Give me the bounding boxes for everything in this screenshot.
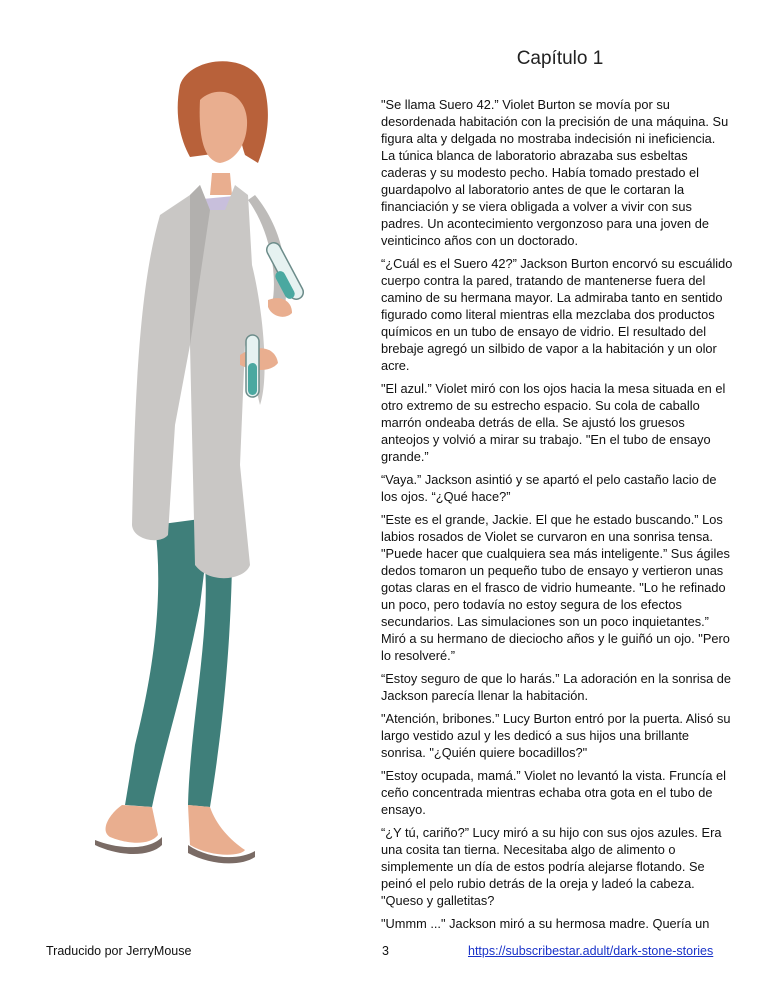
footer-link[interactable]: https://subscribestar.adult/dark-stone-stories (468, 944, 714, 958)
paragraph: “Vaya.” Jackson asintió y se apartó el pelo castaño lacio de los ojos. “¿Qué hace?” (381, 472, 717, 504)
page-number: 3 (382, 944, 389, 958)
face (200, 92, 247, 195)
paragraph: "Se llama Suero 42.” Violet Burton se movía por su desordenada habitación con la precisión de una máquina. Su figura alta y delgada no mostraba indecisión ni ineficiencia. La túnica blanca de laboratorio abrazaba sus esbeltas caderas y su modesto pecho. Había tomado prestado el guardapolvo al laboratorio antes de que le cortaran la financiación y se viera obligada a volver a vivir con sus padres. Un acontecimiento vergonzoso para una joven de veinticinco años con un doctorado. (381, 97, 729, 248)
paragraph: “¿Y tú, cariño?” Lucy miró a su hijo con sus ojos azules. Era una cosita tan tierna. Necesitaba algo de alimento o simplemente un día de estos podría alejarse flotando. Se peinó el pelo rubio detrás de la oreja y ladeó la cabeza. "Queso y galletitas? (381, 825, 722, 908)
feet (95, 805, 255, 863)
chapter-title: Capítulo 1 (516, 48, 604, 69)
lab-coat (132, 185, 265, 578)
test-tube-icon (264, 240, 305, 301)
woman-scientist-illustration (40, 45, 370, 905)
paragraph: “¿Cuál es el Suero 42?” Jackson Burton encorvó su escuálido cuerpo contra la pared, tratando de mantenerse fuera del camino de su hermana mayor. La admiraba tanto en sentido figurado como literal mientras ella mezclaba dos productos químicos en un tubo de ensayo de vidrio. El resultado del brebaje agregó un silbido de vapor a la habitación y un olor acre. (381, 256, 733, 373)
footer-translator-credit: Traducido por JerryMouse (46, 944, 192, 958)
paragraph: "El azul.” Violet miró con los ojos hacia la mesa situada en el otro extremo de su estrecho espacio. Su cola de caballo marrón ondeaba detrás de ella. Se ajustó los gruesos anteojos y volvió a mirar su trabajo. "En el tubo de ensayo grande.” (381, 381, 726, 464)
test-tube-icon (246, 335, 259, 397)
story-text (381, 96, 733, 938)
paragraph: "Atención, bribones.” Lucy Burton entró por la puerta. Alisó su largo vestido azul y les dedicó a sus hijos una brillante sonrisa. "¿Quién quiere bocadillos?" (381, 711, 731, 760)
paragraph: “Estoy seguro de que lo harás.” La adoración en la sonrisa de Jackson parecía llenar la habitación. (381, 671, 731, 703)
paragraph: "Estoy ocupada, mamá.” Violet no levantó la vista. Fruncía el ceño concentrada mientras echaba otra gota en el tubo de ensayo. (381, 768, 727, 817)
paragraph: "Ummm ..." Jackson miró a su hermosa madre. Quería un (381, 916, 710, 931)
paragraph: "Este es el grande, Jackie. El que he estado buscando.” Los labios rosados de Violet se curvaron en una sonrisa tensa. "Puede hacer que cualquiera sea más inteligente.” Sus ágiles dedos tomaron un pequeño tubo de ensayo y vertieron unas gotas claras en el frasco de vidrio humeante. "Lo he refinado un poco, pero todavía no estoy segura de los efectos secundarios. Las simulaciones son un poco inquietantes.” Miró a su hermano de dieciocho años y le guiñó un ojo. "Pero lo resolveré.” (381, 512, 730, 663)
